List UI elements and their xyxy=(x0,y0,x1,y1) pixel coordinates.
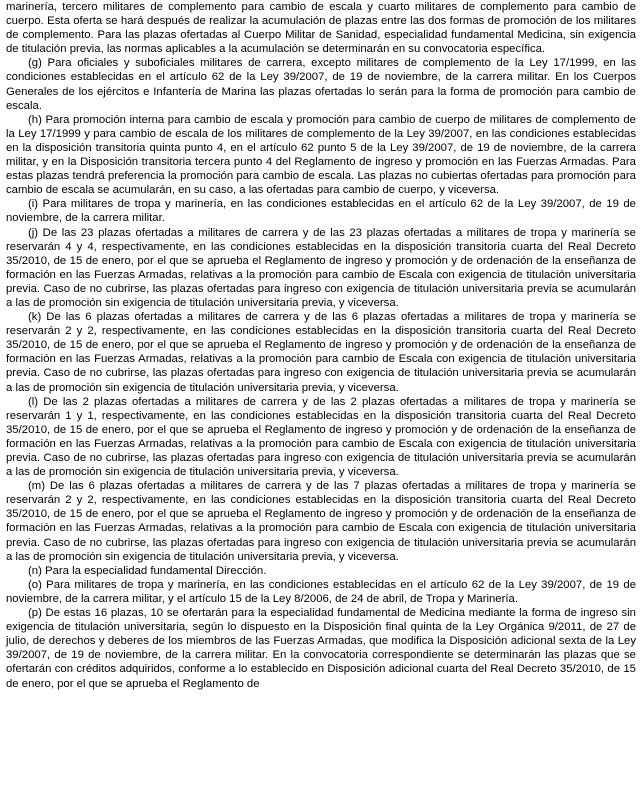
paragraph-l: (l) De las 2 plazas ofertadas a militares de carrera y de las 2 plazas ofertadas a militares de tropa y marinería se reservarán 1 y 1, respectivamente, en las condiciones establecidas en la disposición transitoria cuarta del Real Decreto 35/2010, de 15 de enero, por el que se aprueba el Reglamento de ingreso y promoción y de ordenación de la enseñanza de formación en las Fuerzas Armadas, relativas a la promoción para cambio de Escala con exigencia de titulación universitaria previa. Caso de no cubrirse, las plazas ofertadas para ingreso con exigencia de titulación universitaria previa se acumularán a las de promoción sin exigencia de titulación universitaria previa, y viceversa. xyxy=(6,395,636,479)
paragraph-i: (i) Para militares de tropa y marinería, en las condiciones establecidas en el artículo 62 de la Ley 39/2007, de 19 de noviembre, de la carrera militar. xyxy=(6,198,636,225)
paragraph-o: (o) Para militares de tropa y marinería, en las condiciones establecidas en el artículo 62 de la Ley 39/2007, de 19 de noviembre, de la carrera militar, y el artículo 15 de la Ley 8/2006, de 24 de abril, de Tropa y Marinería. xyxy=(6,578,636,605)
paragraph-k: (k) De las 6 plazas ofertadas a militares de carrera y de las 6 plazas ofertadas a militares de tropa y marinería se reservarán 2 y 2, respectivamente, en las condiciones establecidas en la disposición transitoria cuarta del Real Decreto 35/2010, de 15 de enero, por el que se aprueba el Reglamento de ingreso y promoción y de ordenación de la enseñanza de formación en las Fuerzas Armadas, relativas a la promoción para cambio de Escala con exigencia de titulación universitaria previa. Caso de no cubrirse, las plazas ofertadas para ingreso con exigencia de titulación universitaria previa se acumularán a las de promoción sin exigencia de titulación universitaria previa, y viceversa. xyxy=(6,311,636,394)
paragraph-p: (p) De estas 16 plazas, 10 se ofertarán para la especialidad fundamental de Medicina mediante la forma de ingreso sin exigencia de titulación universitaria, según lo dispuesto en la Disposición final quinta de la Ley Orgánica 9/2011, de 27 de julio, de derechos y deberes de los miembros de las Fuerzas Armadas, que modifica la Disposición adicional sexta de la Ley 39/2007, de 19 de noviembre, de la carrera militar. En la convocatoria correspondiente se determinarán las plazas que se ofertarán con créditos adquiridos, conforme a lo establecido en Disposición adicional cuarta del Real Decreto 35/2010, de 15 de enero, por el que se aprueba el Reglamento de xyxy=(6,607,636,690)
paragraph-j: (j) De las 23 plazas ofertadas a militares de carrera y de las 23 plazas ofertadas a militares de tropa y marinería se reservarán 4 y 4, respectivamente, en las condiciones establecidas en la disposición transitoria cuarta del Real Decreto 35/2010, de 15 de enero, por el que se aprueba el Reglamento de ingreso y promoción y de ordenación de la enseñanza de formación en las Fuerzas Armadas, relativas a la promoción para cambio de Escala con exigencia de titulación universitaria previa. Caso de no cubrirse, las plazas ofertadas para ingreso con exigencia de titulación universitaria previa se acumularán a las de promoción sin exigencia de titulación universitaria previa, y viceversa. xyxy=(6,226,636,309)
paragraph-continuation: marinería, tercero militares de complemento para cambio de escala y cuarto militares de complemento para cambio de cuerpo. Esta oferta se hará después de realizar la acumulación de plazas entre las dos formas de promoción de los militares de complemento. Para las plazas ofertadas al Cuerpo Militar de Sanidad, especialidad fundamental Medicina, sin exigencia de titulación previa, las normas aplicables a la acumulación se determinarán en su convocatoria específica. xyxy=(6,1,636,56)
document-page xyxy=(6,0,636,691)
paragraph-h: (h) Para promoción interna para cambio de escala y promoción para cambio de cuerpo de militares de complemento de la Ley 17/1999 y para cambio de escala de los militares de complemento de la Ley 39/2007, en las condiciones establecidas en la disposición transitoria quinta punto 4, en el artículo 62 punto 5 de la Ley 39/2007, de 19 de noviembre, de la carrera militar, y en la Disposición transitoria tercera punto 4 del Reglamento de ingreso y promoción en las Fuerzas Armadas. Para estas plazas tendrá preferencia la promoción para cambio de escala. Las plazas no cubiertas ofertadas para promoción para cambio de escala se acumularán, en su caso, a las ofertadas para cambio de cuerpo, y viceversa. xyxy=(6,113,636,197)
paragraph-n: (n) Para la especialidad fundamental Dirección. xyxy=(28,564,267,577)
paragraph-m: (m) De las 6 plazas ofertadas a militares de carrera y de las 7 plazas ofertadas a militares de tropa y marinería se reservarán 2 y 2, respectivamente, en las condiciones establecidas en la disposición transitoria cuarta del Real Decreto 35/2010, de 15 de enero, por el que se aprueba el Reglamento de ingreso y promoción y de ordenación de la enseñanza de formación en las Fuerzas Armadas, relativas a la promoción para cambio de Escala con exigencia de titulación universitaria previa. Caso de no cubrirse, las plazas ofertadas para ingreso con exigencia de titulación universitaria previa se acumularán a las de promoción sin exigencia de titulación universitaria previa, y viceversa. xyxy=(6,480,636,563)
paragraph-g: (g) Para oficiales y suboficiales militares de carrera, excepto militares de complemento de la Ley 17/1999, en las condiciones establecidas en el artículo 62 de la Ley 39/2007, de 19 de noviembre, de la carrera militar. En los Cuerpos Generales de los ejércitos e Infantería de Marina las plazas ofertadas lo serán para la forma de promoción para cambio de escala. xyxy=(6,57,636,112)
